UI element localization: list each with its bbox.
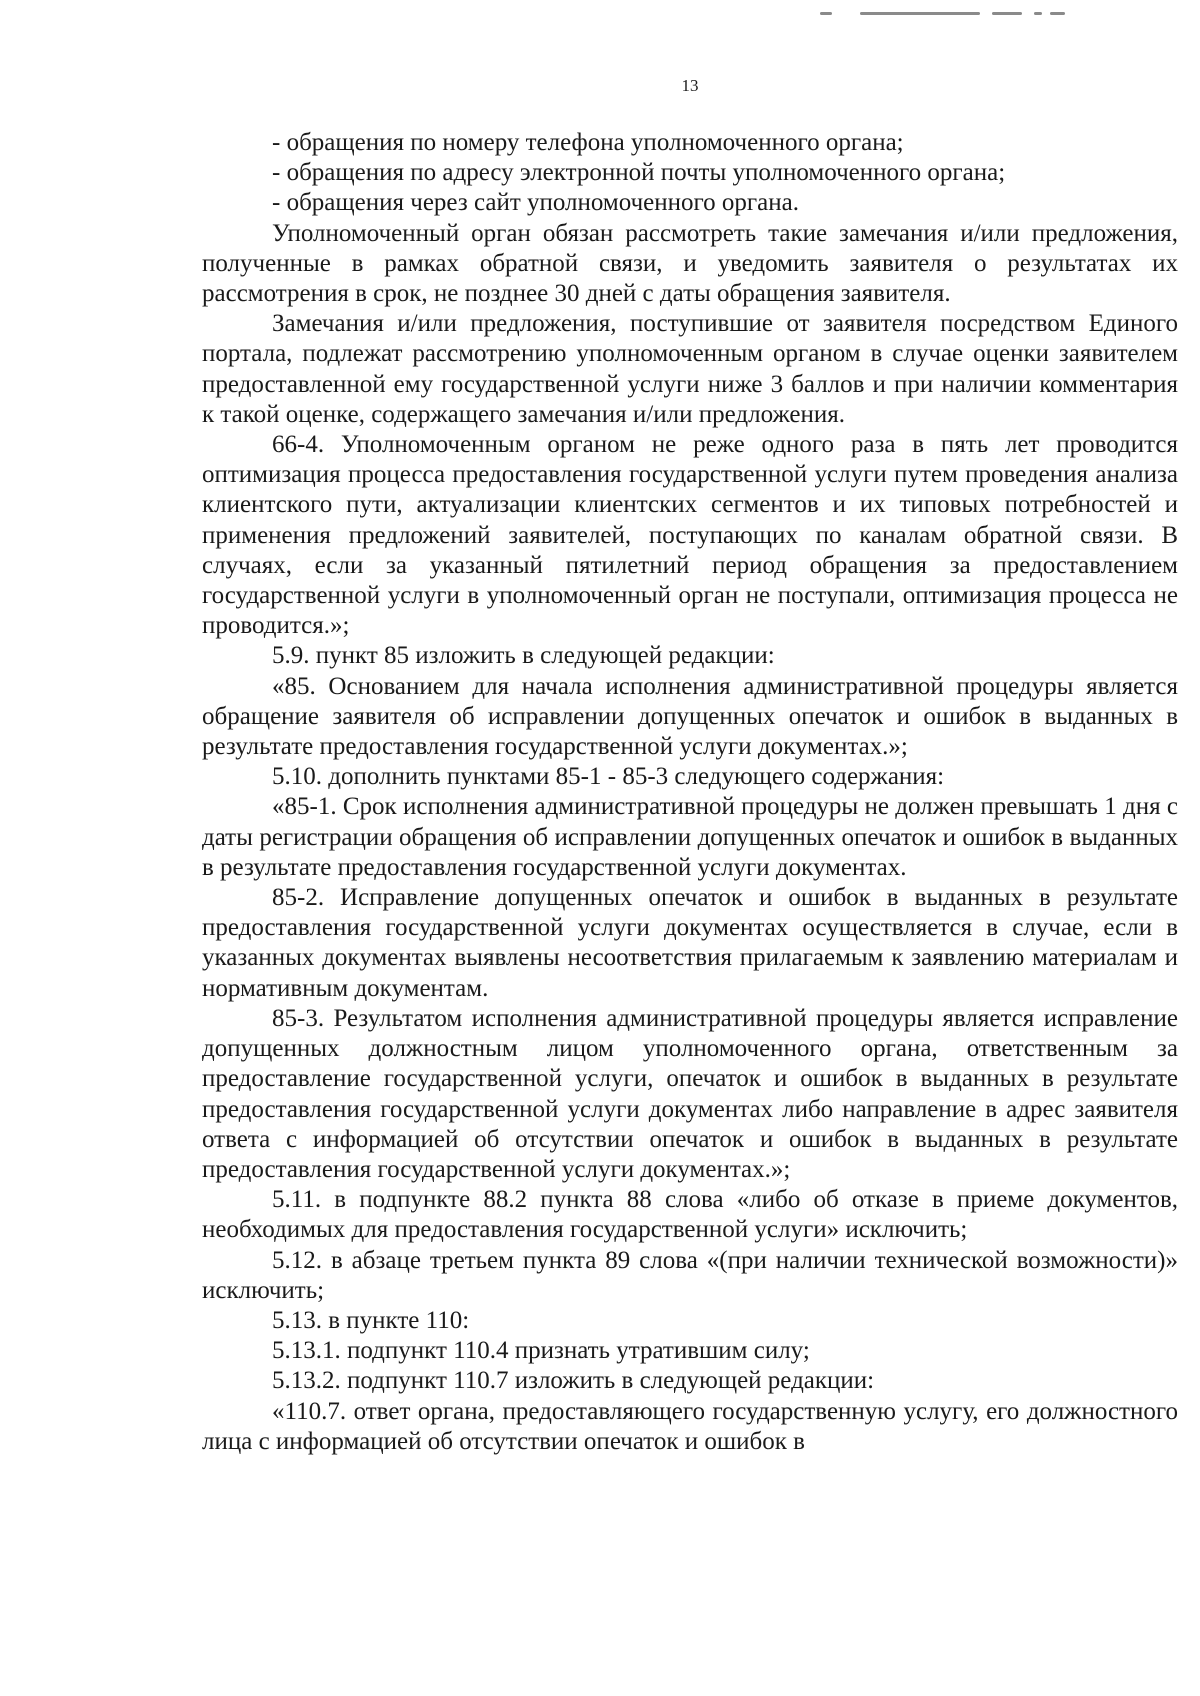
paragraph-5-12: 5.12. в абзаце третьем пункта 89 слова «(при наличии технической возможности)» исключить; [202,1246,1178,1304]
paragraph-110-7: «110.7. ответ органа, предоставляющего государственную услугу, его должностного лица с информацией об отсутствии опечаток и ошибок в [202,1397,1178,1455]
paragraph-5-9: 5.9. пункт 85 изложить в следующей редакции: [272,642,775,670]
paragraph-bullet-phone: - обращения по номеру телефона уполномоченного органа; [272,129,904,156]
paragraph-85-3: 85-3. Результатом исполнения административной процедуры является исправление допущенных должностным лицом уполномоченного органа, ответственным за предоставление государственной услуги, опечаток и ошибок в выданных в результате предоставления государственной услуги документах либо направление в адрес заявителя ответа с информацией об отсутствии опечаток и ошибок в выданных в результате предоставления государственной услуги документах.»; [202,1004,1178,1183]
paragraph-5-13-2: 5.13.2. подпункт 110.7 изложить в следующей редакции: [272,1367,875,1395]
document-body [202,128,1178,1457]
scan-artifact [820,10,1065,18]
paragraph-85-1: «85-1. Срок исполнения административной процедуры не должен превышать 1 дня с даты регистрации обращения об исправлении допущенных опечаток и ошибок в выданных в результате предоставления государственной услуги документах. [202,793,1178,881]
paragraph-66-4: 66-4. Уполномоченным органом не реже одного раза в пять лет проводится оптимизация процесса предоставления государственной услуги путем проведения анализа клиентского пути, актуализации клиентских сегментов и их типовых потребностей и применения предложений заявителей, поступающих по каналам обратной связи. В случаях, если за указанный пятилетний период обращения за предоставлением государственной услуги в уполномоченный орган не поступали, оптимизация процесса не проводится.»; [202,431,1178,640]
paragraph-obligation: Уполномоченный орган обязан рассмотреть такие замечания и/или предложения, полученные в рамках обратной связи, и уведомить заявителя о результатах их рассмотрения в срок, не позднее 30 дней с даты обращения заявителя. [202,219,1178,308]
paragraph-bullet-site: - обращения через сайт уполномоченного органа. [272,189,799,217]
paragraph-85: «85. Основанием для начала исполнения административной процедуры является обращение заявителя об исправлении допущенных опечаток и ошибок в выданных в результате предоставления государственной услуги документах.»; [202,672,1178,761]
paragraph-5-11: 5.11. в подпункте 88.2 пункта 88 слова «либо об отказе в приеме документов, необходимых для предоставления государственной услуги» исключить; [202,1186,1178,1244]
page-number: 13 [681,76,699,95]
paragraph-5-13-1: 5.13.1. подпункт 110.4 признать утратившим силу; [272,1337,810,1365]
paragraph-portal-remarks: Замечания и/или предложения, поступившие от заявителя посредством Единого портала, подлежат рассмотрению уполномоченным органом в случае оценки заявителем предоставленной ему государственной услуги ниже 3 баллов и при наличии комментария к такой оценке, содержащего замечания и/или предложения. [202,310,1178,428]
paragraph-bullet-email: - обращения по адресу электронной почты уполномоченного органа; [272,159,1006,187]
paragraph-5-13: 5.13. в пункте 110: [272,1306,470,1334]
paragraph-5-10: 5.10. дополнить пунктами 85-1 - 85-3 следующего содержания: [272,763,945,791]
paragraph-85-2: 85-2. Исправление допущенных опечаток и ошибок в выданных в результате предоставления государственной услуги документах осуществляется в случае, если в указанных документах выявлены несоответствия прилагаемым к заявлению материалам и нормативным документам. [202,884,1178,1002]
